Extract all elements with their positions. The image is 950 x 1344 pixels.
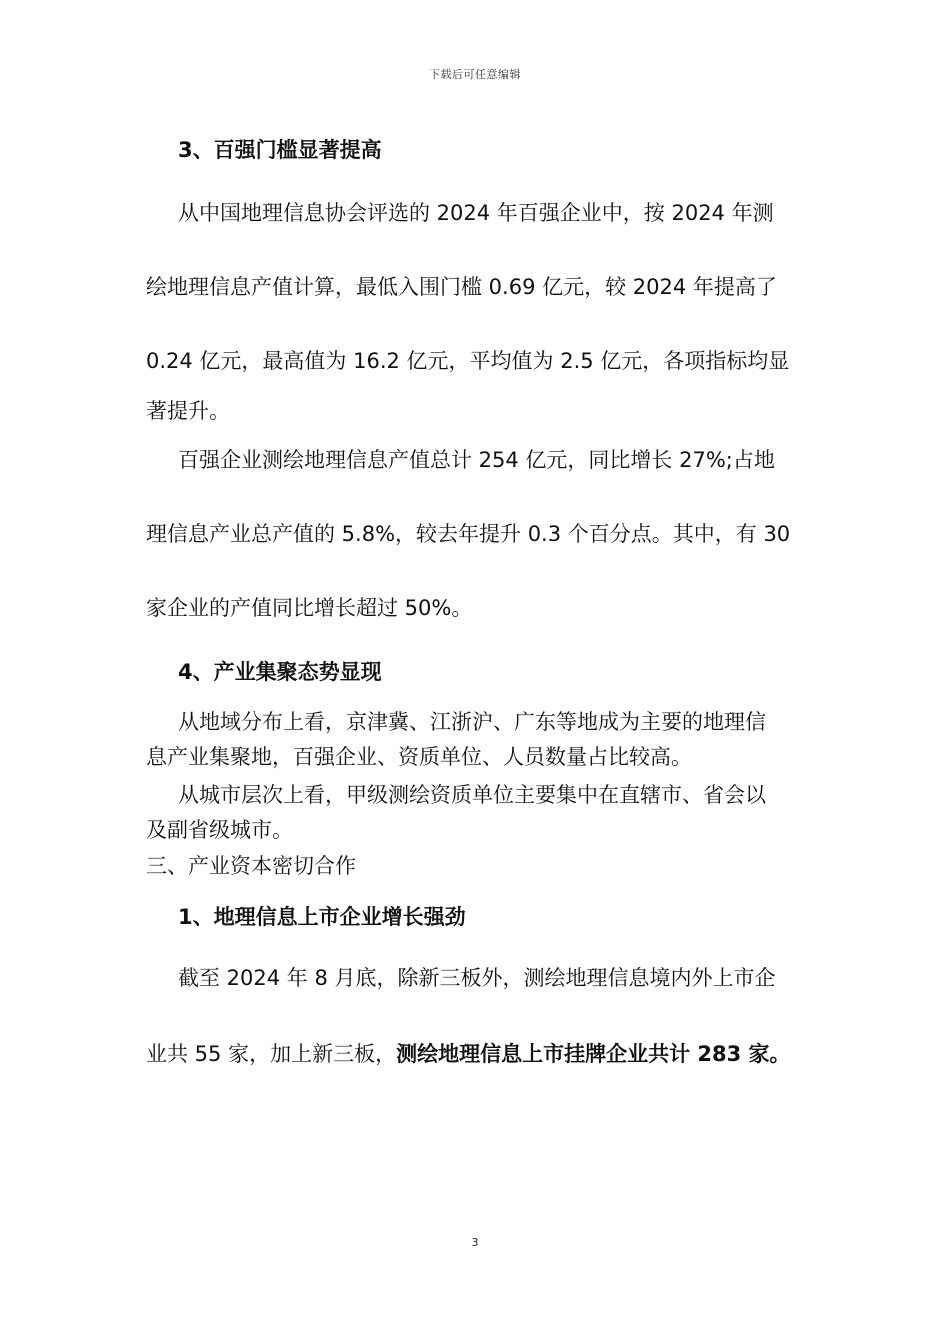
section1-paragraph1-line2	[146, 1040, 791, 1068]
section4-paragraph2-line2: 及副省级城市。	[146, 818, 293, 842]
section4-heading: 4、产业集聚态势显现	[178, 660, 382, 684]
section4-paragraph2-line1: 从城市层次上看，甲级测绘资质单位主要集中在直辖市、省会以	[178, 783, 766, 807]
page-number: 3	[471, 1236, 479, 1249]
section3-paragraph1-line2: 绘地理信息产值计算，最低入围门槛 0.69 亿元，较 2024 年提高了	[146, 275, 777, 299]
header-note: 下载后可任意编辑	[429, 68, 521, 81]
section3-paragraph2-line1: 百强企业测绘地理信息产值总计 254 亿元，同比增长 27%;占地	[178, 448, 775, 472]
section3-paragraph1-line1: 从中国地理信息协会评选的 2024 年百强企业中，按 2024 年测	[178, 201, 774, 225]
section3-paragraph2-line3: 家企业的产值同比增长超过 50%。	[146, 596, 473, 620]
section4-paragraph1-line1: 从地域分布上看，京津冀、江浙沪、广东等地成为主要的地理信	[178, 710, 766, 734]
section3-paragraph2-line2: 理信息产业总产值的 5.8%，较去年提升 0.3 个百分点。其中，有 30	[146, 522, 791, 546]
section3-paragraph1-line3: 0.24 亿元，最高值为 16.2 亿元，平均值为 2.5 亿元，各项指标均显	[146, 349, 790, 373]
section1-paragraph1-line1: 截至 2024 年 8 月底，除新三板外，测绘地理信息境内外上市企	[178, 966, 776, 990]
part3-heading: 三、产业资本密切合作	[146, 854, 356, 878]
section3-heading: 3、百强门槛显著提高	[178, 138, 382, 162]
section3-paragraph1-line4: 著提升。	[146, 399, 230, 423]
section1-paragraph1-line2-bold: 测绘地理信息上市挂牌企业共计 283 家。	[396, 1042, 791, 1066]
section4-paragraph1-line2: 息产业集聚地，百强企业、资质单位、人员数量占比较高。	[146, 745, 692, 769]
section1-paragraph1-line2-normal: 业共 55 家，加上新三板，	[146, 1042, 397, 1066]
section1-heading: 1、地理信息上市企业增长强劲	[178, 905, 466, 929]
